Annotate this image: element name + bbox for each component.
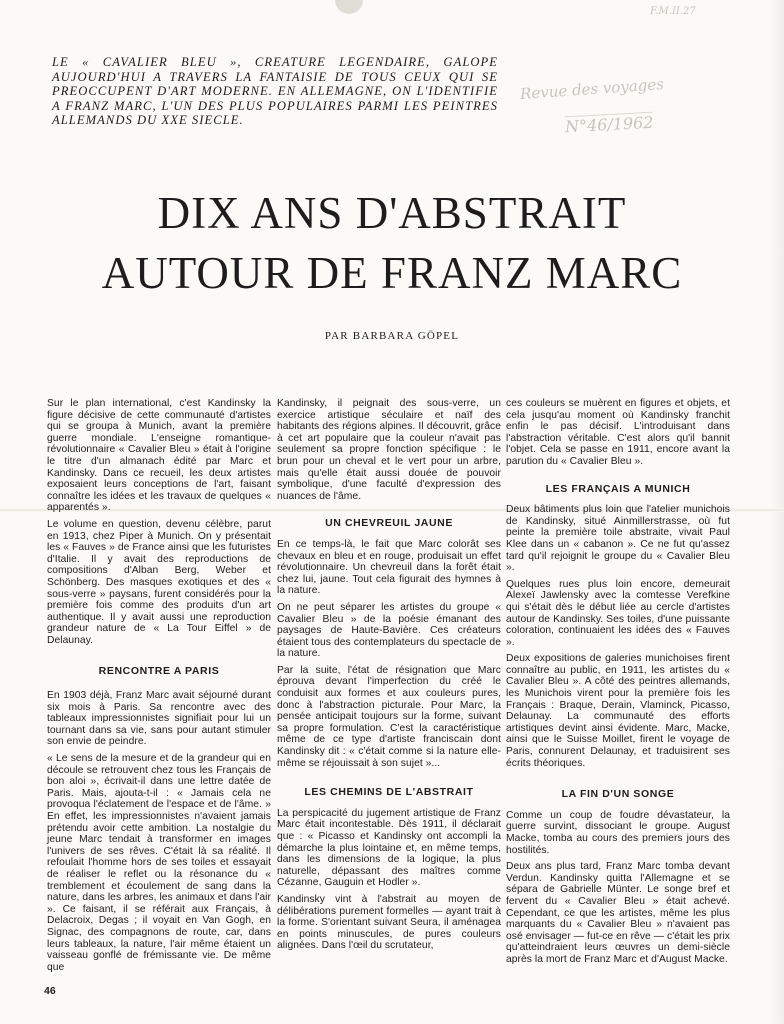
section-heading: LA FIN D'UN SONGE: [561, 788, 675, 801]
paper-stain: [335, 0, 363, 14]
paragraph: Kandinsky, il peignait des sous-verre, un exercice artistique séculaire et naïf des habitants des régions alpines. Il découvrit, grâce à cet art populaire que la couleur n'avait pas seulement sa propre fonction spécifique : le brun pour un cheval et le vert pour un arbre, mais qu'elle était aussi douée de pouvoir symbolique, d'une faculté d'expression des nuances de l'âme.: [277, 398, 501, 502]
article-title-line1: DIX ANS D'ABSTRAIT: [157, 188, 627, 238]
paragraph: Comme un coup de foudre dévastateur, la guerre survint, dissociant le groupe. August Macke, tomba au cours des premiers jours des hostilités.: [506, 809, 730, 856]
paragraph: ces couleurs se muèrent en figures et objets, et cela jusqu'au moment où Kandinsky franchit enfin le pas décisif. L'introduisant dans l'abstraction véritable. C'est alors qu'il bannit l'objet. Cela se passe en 1911, encore avant la parution du « Cavalier Bleu ».: [506, 398, 730, 467]
paragraph: Deux bâtiments plus loin que l'atelier munichois de Kandinsky, situé Ainmillerstrasse, où fut peinte la première toile abstraite, vivait Paul Klee dans un « cabanon ». Ce ne fut qu'assez tard qu'il rejoignit le groupe du « Cavalier Bleu ».: [506, 504, 730, 574]
paragraph: Deux ans plus tard, Franz Marc tomba devant Verdun. Kandinsky quitta l'Allemagne et se sépara de Gabrielle Münter. Le songe bref et fervent du « Cavalier Bleu » était achevé. Cependant, ce que les artistes, même les plus marquants du « Cavalier Bleu » n'avaient pas osé envisager — fut-ce en rêve — c'était les prix qu'atteindraient leurs œuvres un demi-siècle après la mort de Franz Marc et d'August Macke.: [506, 861, 730, 965]
handwritten-journal: Revue des voyages: [519, 74, 665, 104]
paragraph: Kandinsky vint à l'abstrait au moyen de délibérations purement formelles — ayant trait à la forme. S'orientant suivant Seura, il aménagea en points minuscules, de pures couleurs alignées. Dans l'œil du scrutateur,: [277, 893, 501, 952]
section-heading: UN CHEVREUIL JAUNE: [325, 517, 453, 530]
paragraph: Par la suite, l'état de résignation que Marc éprouva devant l'imperfection du créé le conduisit aux formes et aux couleurs pures, donc à l'abstraction picturale. Pour Marc, la pensée anticipait toujours sur la forme, suivant sa propre formulation. C'est la caractéristique même de ce type d'artiste franciscain dont Kandinsky dit : « c'était comme si la nature elle-même se réjouissait à son sujet »...: [277, 664, 501, 769]
paragraph: En ce temps-là, le fait que Marc colorât ses chevaux en bleu et en rouge, produisait un effet révolutionnaire. Un chevreuil dans la forêt était chez lui, jaune. Tout cela figurait des hymnes à la nature.: [277, 538, 501, 597]
paragraph: « Le sens de la mesure et de la grandeur qui en découle se retrouvent chez tous les Français de bon aloi », écrivait-il dans une lettre datée de Paris. Mais, ajouta-t-il : « Jamais cela ne provoqua l'éclatement de l'espace et de l'âme. » En effet, les impressionnistes n'avaient jamais prétendu avoir cette ambition. La nostalgie du jeune Marc tendait à transformer en images l'univers de ses rêves. C'était là sa réalité. Il refoulait l'homme hors de ses toiles et essayait de réaliser le reflet ou la résonance du « tremblement et écoulement de sang dans la nature, dans les arbres, les animaux et dans l'air ». Ce faisant, il se référait aux Français, à Delacroix, Degas ; il voyait en Van Gogh, en Signac, des compagnons de route, car, dans leurs tableaux, la nature, l'air même étaient un vaisseau gonflé de frémissante vie. De même que: [47, 753, 271, 973]
page-number: 46: [44, 985, 56, 998]
section-heading: LES CHEMINS DE L'ABSTRAIT: [304, 786, 474, 799]
paragraph: On ne peut séparer les artistes du groupe « Cavalier Bleu » de la poésie émanant des paysages de Haute-Bavière. Ces créateurs étaient tous des contemplateurs du spectacle de la nature.: [277, 601, 501, 660]
paragraph: Sur le plan international, c'est Kandinsky la figure décisive de cette communauté d'artistes qui se groupa à Munich, avant la première guerre mondiale. L'enseigne romantique-révolutionnaire « Cavalier Bleu » était à l'origine le titre d'un almanach édité par Marc et Kandinsky. Dans ce recueil, les deux artistes exposaient leurs conceptions de l'art, faisant connaître les idées et les travaux de quelques « apparentés ».: [47, 398, 271, 514]
paragraph: La perspicacité du jugement artistique de Franz Marc était incontestable. Dès 1911, il déclarait que : « Picasso et Kandinsky ont accompli la démarche la plus lointaine et, en même temps, dans les dimensions de la logique, la plus naturelle, dépassant des maîtres comme Cézanne, Gauguin et Hodler ».: [277, 807, 501, 889]
paragraph: Quelques rues plus loin encore, demeurait Alexeï Jawlensky avec la comtesse Verefkine qui s'était dès le début liée au cercle d'artistes autour de Kandinsky. Ses toiles, d'une puissante coloration, continuaient les idées des « Fauves ».: [506, 578, 730, 648]
paragraph: Le volume en question, devenu célèbre, parut en 1913, chez Piper à Munich. On y présentait les « Fauves » de France ainsi que les futuristes d'Italie. Il y avait des reproductions de compositions d'Alban Berg, Weber et Schönberg. Des masques exotiques et des « sous-verre » paysans, furent considérés pour la première fois comme des produits d'un art authentique. Il y avait aussi une reproduction grandeur nature de « La Tour Eiffel » de Delaunay.: [47, 518, 271, 646]
article-title-line2: AUTOUR DE FRANZ MARC: [101, 248, 683, 298]
handwritten-archive-code: F.M.II.27: [650, 6, 696, 17]
paragraph: En 1903 déjà, Franz Marc avait séjourné durant six mois à Paris. Sa rencontre avec des tableaux impressionnistes signifiait pour lui un tournant dans sa vie, sans pour autant stimuler son envie de peindre.: [47, 690, 271, 748]
article-column-1: [44, 398, 271, 998]
byline: PAR BARBARA GÖPEL: [324, 330, 460, 342]
paragraph: Deux expositions de galeries munichoises firent connaître au public, en 1911, les artistes du « Cavalier Bleu ». A côté des peintres allemands, les Munichois virent pour la première fois les Français : Braque, Derain, Vlaminck, Picasso, Delaunay. La communauté des efforts artistiques devint ainsi évidente. Marc, Macke, ainsi que le Suisse Moillet, firent le voyage de Paris, connurent Delaunay, et traduisirent ses écrits théoriques.: [506, 653, 730, 769]
article-column-2: [277, 398, 501, 957]
section-heading: LES FRANÇAIS A MUNICH: [545, 482, 691, 495]
paper-edge-shadow: [770, 0, 784, 1024]
article-column-3: [506, 398, 730, 971]
intro-standfirst: LE « CAVALIER BLEU », CREATURE LEGENDAIRE, GALOPE AUJOURD'HUI A TRAVERS LA FANTAISIE DE TOUS CEUX QUI SE PREOCCUPENT D'ART MODERNE. EN ALLEMAGNE, ON L'IDENTIFIE A FRANZ MARC, L'UN DES PLUS POPULAIRES PARMI LES PEINTRES ALLEMANDS DU XXE SIECLE.: [52, 55, 498, 128]
handwritten-issue: N°46/1962: [564, 112, 654, 137]
section-heading: RENCONTRE A PARIS: [98, 665, 220, 678]
